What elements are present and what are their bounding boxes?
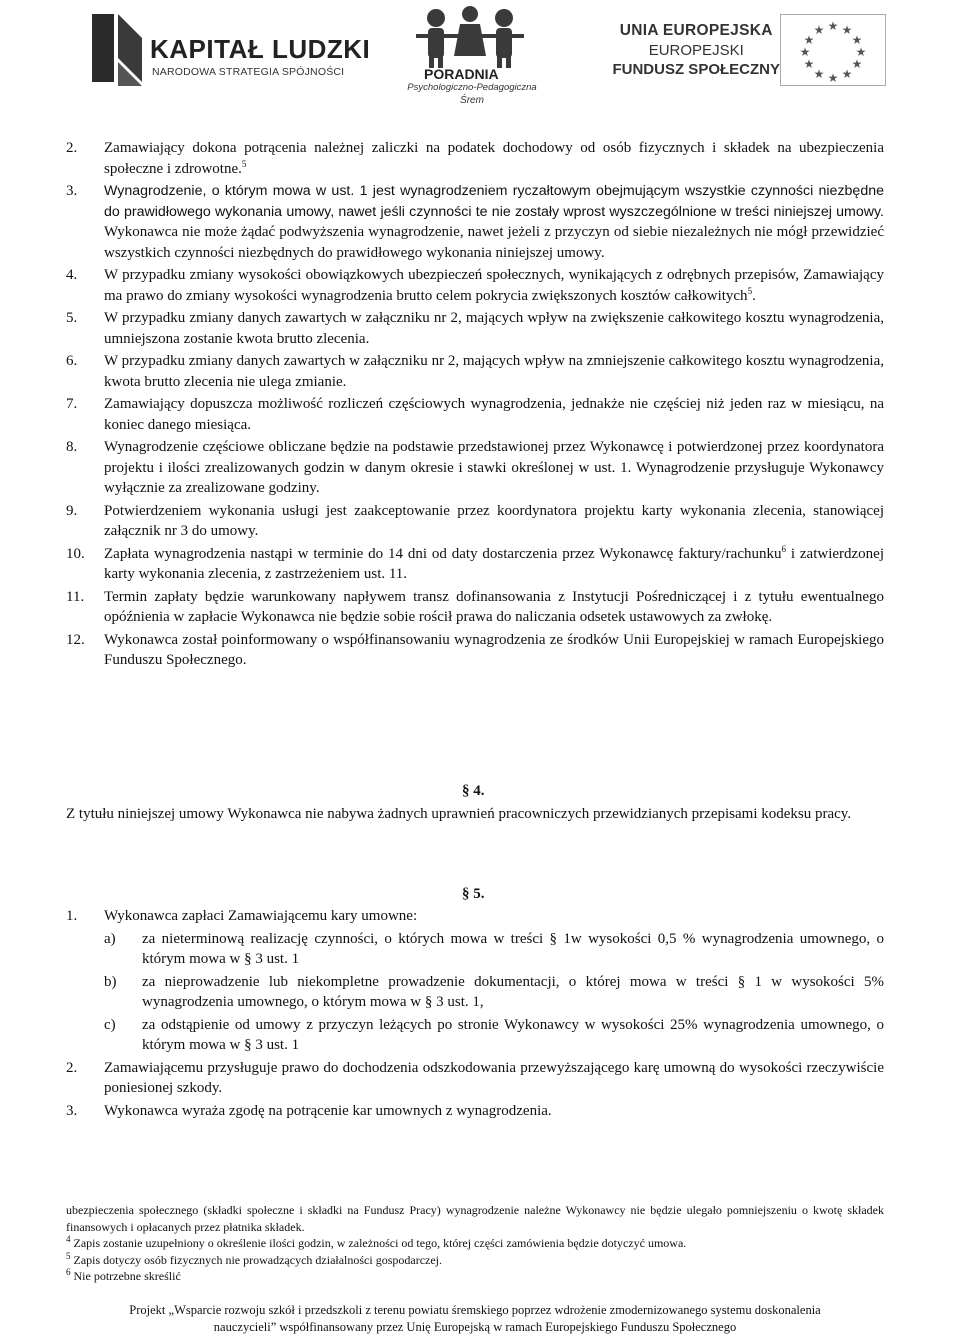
penalty-item-3 — [66, 1101, 884, 1122]
list-item-12 — [66, 630, 884, 671]
item-number: 6. — [66, 353, 78, 369]
footnote-6 — [66, 1268, 884, 1285]
item-text: Wykonawca został poinformowany o współfinansowaniu wynagrodzenia ze środków Unii Europejskiej w ramach Europejskiego Funduszu Społecznego. — [104, 631, 884, 668]
list-item-9 — [66, 501, 884, 542]
item-text: Wynagrodzenie częściowe obliczane będzie na podstawie przedstawionej przez Wykonawcę i potwierdzonej przez koordynatora projektu i ilości zrealizowanych godzin w danym okresie i stawki określonej w ust. 1. Wynagrodzenie przysługuje Wykonawcy wyłącznie za zrealizowane godziny. — [104, 439, 884, 496]
list-item-11 — [66, 587, 884, 628]
item-number: 9. — [66, 502, 78, 519]
eu-line-3: FUNDUSZ SPOŁECZNY — [612, 61, 780, 78]
poradnia-city: Śrem — [460, 95, 484, 106]
footnote-text: Zapis zostanie uzupełniony o określenie ilości godzin, w zależności od tego, której części zamówienia będzie dotyczyć umowa. — [70, 1236, 687, 1250]
svg-text:★: ★ — [827, 19, 839, 33]
footnote-number: 6 — [66, 1267, 71, 1277]
item-text: Zamawiający dopuszcza możliwość rozliczeń częściowych wynagrodzenia, jednakże nie częściej niż jeden raz w miesiącu, na koniec danego miesiąca. — [104, 396, 884, 433]
item-number: 1. — [66, 908, 78, 924]
footnote-ref: 5 — [747, 285, 753, 296]
item-text: W przypadku zmiany danych zawartych w załączniku nr 2, mających wpływ na zmniejszenie całkowitego kosztu wynagrodzenia, kwota brutto zlecenia nie ulega zmianie. — [104, 353, 884, 390]
svg-text:★: ★ — [799, 45, 811, 59]
item-text: za odstąpienie od umowy z przyczyn leżących po stronie Wykonawcy w wysokości 25% wynagrodzenia umownego, o którym mowa w § 3 ust. 1 — [142, 1016, 884, 1053]
item-number: 12. — [66, 631, 85, 648]
list-item-6 — [66, 351, 884, 392]
item-text: Wykonawca zapłaci Zamawiającemu kary umowne: — [104, 908, 418, 924]
item-text: za nieprowadzenie lub niekompletne prowadzenie dokumentacji, o której mowa w treści § 1 w wysokości 5% wynagrodzenia umownego, o którym mowa w § 3 ust. 1, — [142, 973, 884, 1010]
item-text: Termin zapłaty będzie warunkowany napływem transz dofinansowania z Instytucji Pośredniczącej i z tytułu ewentualnego opóźnienia w zapłacie Wykonawca nie będzie sobie rościł prawa do naliczania odsetek ustawowych za zwłokę. — [104, 588, 884, 625]
svg-text:★: ★ — [803, 33, 815, 47]
footnote-5 — [66, 1252, 884, 1269]
item-text: W przypadku zmiany wysokości obowiązkowych ubezpieczeń społecznych, wynikających z odrębnych przepisów, Zamawiający ma prawo do zmiany wysokości wynagrodzenia brutto celem pokrycia zwiększonych kosztów całkowitych — [104, 267, 884, 304]
item-text: Wykonawca wyraża zgodę na potrącenie kar umownych z wynagrodzenia. — [104, 1102, 552, 1119]
penalty-sub-item-c — [104, 1015, 884, 1056]
item-text: . — [752, 287, 756, 304]
item-number: 2. — [66, 1059, 78, 1076]
svg-text:★: ★ — [851, 57, 863, 71]
footnote-text: Nie potrzebne skreślić — [70, 1269, 181, 1283]
footnote-4 — [66, 1235, 884, 1252]
section-4-text: Z tytułu niniejszej umowy Wykonawca nie nabywa żadnych uprawnień pracowniczych przewidzianych przepisami kodeksu pracy. — [66, 806, 852, 822]
footnote-ref: 5 — [241, 158, 247, 169]
page-footer — [66, 1302, 884, 1335]
item-number: 7. — [66, 396, 78, 412]
footnote-number: 5 — [66, 1250, 71, 1261]
penalty-item-1 — [66, 906, 884, 927]
svg-text:★: ★ — [813, 67, 825, 81]
item-text: Zamawiający dokona potrącenia należnej zaliczki na podatek dochodowy od osób fizycznych i składek na ubezpieczenia społeczne i zdrowotne. — [104, 140, 884, 177]
footer-line-2: nauczycieli” współfinansowany przez Unię Europejską w ramach Europejskiego Funduszu Społecznego — [213, 1319, 737, 1334]
item-text: W przypadku zmiany danych zawartych w załączniku nr 2, mających wpływ na zwiększenie całkowitego kosztu wynagrodzenia, umniejszona zostanie kwota brutto zlecenia. — [104, 310, 884, 347]
section-3-list — [66, 138, 884, 673]
footnote-continuation: ubezpieczenia społecznego (składki społeczne i składki na Fundusz Pracy) wynagrodzenie należne Wykonawcy nie będzie ulegało pomniejszeniu o kwotę składek finansowych i opłacanych przez płatnika składek. — [66, 1203, 884, 1234]
item-text: za nieterminową realizację czynności, o których mowa w treści § 1w wysokości 0,5 % wynagrodzenia umownego, o którym mowa w § 3 ust. 1 — [142, 930, 884, 967]
item-number: 10. — [66, 545, 85, 562]
footnote-text: Zapis dotyczy osób fizycznych nie prowadzących działalności gospodarczej. — [70, 1252, 443, 1267]
footnotes — [66, 1202, 884, 1285]
svg-text:★: ★ — [803, 57, 815, 71]
section-5-list — [66, 906, 884, 1123]
list-item-5 — [66, 308, 884, 349]
footer-line-1: Projekt „Wsparcie rozwoju szkół i przedszkoli z terenu powiatu śremskiego poprzez wdrożenie zmodernizowanego systemu doskonalenia — [129, 1303, 821, 1317]
footnote-number: 4 — [66, 1234, 71, 1244]
list-item-8 — [66, 437, 884, 499]
list-item-4 — [66, 265, 884, 306]
svg-text:★: ★ — [813, 23, 825, 37]
svg-text:★: ★ — [841, 67, 853, 81]
item-number: 2. — [66, 140, 78, 156]
item-text: Wynagrodzenie, o którym mowa w ust. 1 jest wynagrodzeniem ryczałtowym obejmującym wszystkie czynności niezbędne do prawidłowego wykonania umowy, nawet jeśli czynności te nie zostały wprost wyszczególnione w treści niniejszej umowy. — [104, 183, 884, 220]
item-number: 11. — [66, 588, 85, 605]
list-item-3 — [66, 181, 884, 263]
poradnia-subtitle: Psychologiczno-Pedagogiczna — [407, 82, 537, 93]
poradnia-title: PORADNIA — [424, 66, 499, 82]
section-4-heading: § 4. — [462, 783, 485, 799]
penalty-sub-item-b — [104, 972, 884, 1013]
item-text: Wykonawca nie może żądać podwyższenia wynagrodzenie, nawet jeżeli z przyczyn od siebie niezależnych nie mógł przewidzieć wszystkich czynności niezbędnych do prawidłowego wykonania niniejszej umowy. — [104, 224, 884, 261]
kapital-ludzki-title: KAPITAŁ LUDZKI — [150, 34, 371, 64]
list-item-7 — [66, 394, 884, 435]
item-text: Potwierdzeniem wykonania usługi jest zaakceptowanie przez koordynatora projektu karty wykonania zlecenia, stanowiącej załącznik nr 3 do umowy. — [104, 502, 884, 539]
eu-flag-icon — [780, 14, 886, 86]
kapital-ludzki-subtitle: NARODOWA STRATEGIA SPÓJNOŚCI — [152, 66, 345, 78]
section-5-heading: § 5. — [462, 886, 485, 902]
kapital-ludzki-logo — [88, 8, 146, 88]
eu-text-block — [612, 22, 780, 78]
eu-line-1: UNIA EUROPEJSKA — [619, 22, 773, 39]
item-letter: c) — [104, 1016, 116, 1033]
item-number: 4. — [66, 267, 78, 283]
item-text: Zapłata wynagrodzenia nastąpi w terminie do 14 dni od daty dostarczenia przez Wykonawcę faktury/rachunku — [104, 545, 782, 562]
item-letter: b) — [104, 973, 117, 990]
footnote-ref: 6 — [781, 543, 786, 554]
svg-text:★: ★ — [827, 71, 839, 85]
svg-text:★: ★ — [855, 45, 867, 59]
list-item-10 — [66, 544, 884, 585]
item-number: 5. — [66, 310, 78, 326]
svg-text:★: ★ — [841, 23, 853, 37]
item-letter: a) — [104, 930, 116, 947]
item-number: 3. — [66, 1102, 78, 1119]
item-text: i zatwierdzonej karty wykonania zlecenia, z zastrzeżeniem ust. 11. — [104, 545, 884, 582]
penalty-item-2 — [66, 1058, 884, 1099]
penalty-sub-list — [66, 929, 884, 1056]
penalty-sub-item-a — [104, 929, 884, 970]
item-text: Zamawiającemu przysługuje prawo do dochodzenia odszkodowania przewyższającego karę umowną do wysokości rzeczywiście poniesionej szkody. — [104, 1059, 884, 1096]
svg-text:★: ★ — [851, 33, 863, 47]
page-header — [0, 0, 960, 112]
item-number: 8. — [66, 439, 78, 455]
item-number: 3. — [66, 183, 78, 199]
eu-line-2: EUROPEJSKI — [648, 42, 744, 59]
list-item-2 — [66, 138, 884, 179]
